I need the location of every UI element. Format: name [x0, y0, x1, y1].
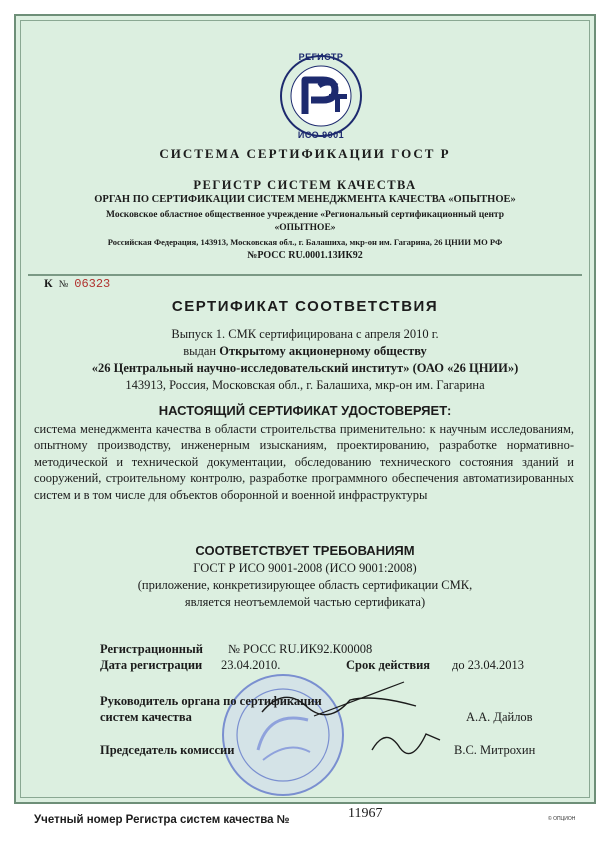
logo-bottom-text: ИСО 9001 [297, 130, 345, 140]
certificate-header [28, 28, 582, 276]
registry-title: РЕГИСТР СИСТЕМ КАЧЕСТВА [193, 178, 417, 192]
head-signatory-title-line-1: Руководитель органа по сертификации [100, 694, 322, 708]
appendix-note-line-2: является неотъемлемой частью сертификата) [184, 595, 426, 609]
chairman-handwritten-signature [366, 720, 446, 766]
issued-to-name: Открытому акционерному обществу [219, 344, 427, 358]
registration-date: 23.04.2010. [221, 658, 281, 672]
complies-heading: СООТВЕТСТВУЕТ ТРЕБОВАНИЯМ [195, 543, 415, 558]
certifies-heading: НАСТОЯЩИЙ СЕРТИФИКАТ УДОСТОВЕРЯЕТ: [158, 403, 452, 418]
organization-line-2: «ОПЫТНОЕ» [274, 223, 336, 233]
certificate-title: СЕРТИФИКАТ СООТВЕТСТВИЯ [171, 298, 439, 315]
issued-to-line [0, 344, 610, 359]
organization-reg-code: №РОСС RU.0001.13ИК92 [247, 250, 363, 261]
head-handwritten-signature [254, 676, 424, 724]
certificate-number-value: 06323 [74, 277, 111, 291]
system-title: СИСТЕМА СЕРТИФИКАЦИИ ГОСТ Р [159, 146, 451, 161]
head-signatory-title-line-2: систем качества [100, 710, 192, 724]
certificate-number [44, 276, 110, 291]
registration-number: № РОСС RU.ИК92.К00008 [228, 642, 373, 656]
institute-address: 143913, Россия, Московская обл., г. Балашиха, мкр-он им. Гагарина [125, 378, 485, 392]
registration-date-label: Дата регистрации [100, 658, 203, 672]
validity-label: Срок действия [346, 658, 431, 672]
certificate-letter: К [44, 276, 53, 290]
institute-name: «26 Центральный научно-исследовательский институт» (ОАО «26 ЦНИИ») [91, 361, 519, 375]
scope-text: система менеджмента качества в области строительства применительно: к научным исследованиям, опытному производству, инженерным изысканиям, проектированию, разработке нормативно-методической и технической документации, обследованию технического состояния зданий и сооружений, строительному контролю, разработке программного обеспечения автоматизированных систем и в том числе для объектов оборонной и военной инфраструктуры [34, 422, 574, 502]
head-signatory-name: А.А. Дайлов [466, 710, 533, 724]
rgs-registry-logo [275, 50, 367, 142]
organ-title: ОРГАН ПО СЕРТИФИКАЦИИ СИСТЕМ МЕНЕДЖМЕНТА КАЧЕСТВА «ОПЫТНОЕ» [94, 194, 516, 205]
issued-prefix: выдан [183, 344, 217, 358]
registry-account-number: 11967 [348, 806, 383, 821]
printer-mark: © ОПЦИОН [548, 816, 576, 822]
logo-top-text: РЕГИСТР [298, 52, 344, 62]
number-sign: № [58, 279, 69, 290]
registry-account-label: Учетный номер Регистра систем качества № [34, 814, 290, 826]
chairman-title: Председатель комиссии [100, 743, 235, 757]
validity-date: до 23.04.2013 [452, 658, 524, 672]
logo-emblem-icon [275, 50, 367, 142]
organization-address: Российская Федерация, 143913, Московская обл., г. Балашиха, мкр-он им. Гагарина, 26 ЦНИИ МО РФ [107, 237, 503, 247]
organization-line-1: Московское областное общественное учреждение «Региональный сертификационный центр [106, 210, 504, 220]
issue-line: Выпуск 1. СМК сертифицирована с апреля 2010 г. [171, 327, 439, 341]
chairman-name: В.С. Митрохин [454, 743, 536, 757]
registration-label: Регистрационный [100, 642, 203, 656]
gost-standard: ГОСТ Р ИСО 9001-2008 (ИСО 9001:2008) [193, 561, 417, 575]
appendix-note-line-1: (приложение, конкретизирующее область сертификации СМК, [137, 578, 473, 592]
